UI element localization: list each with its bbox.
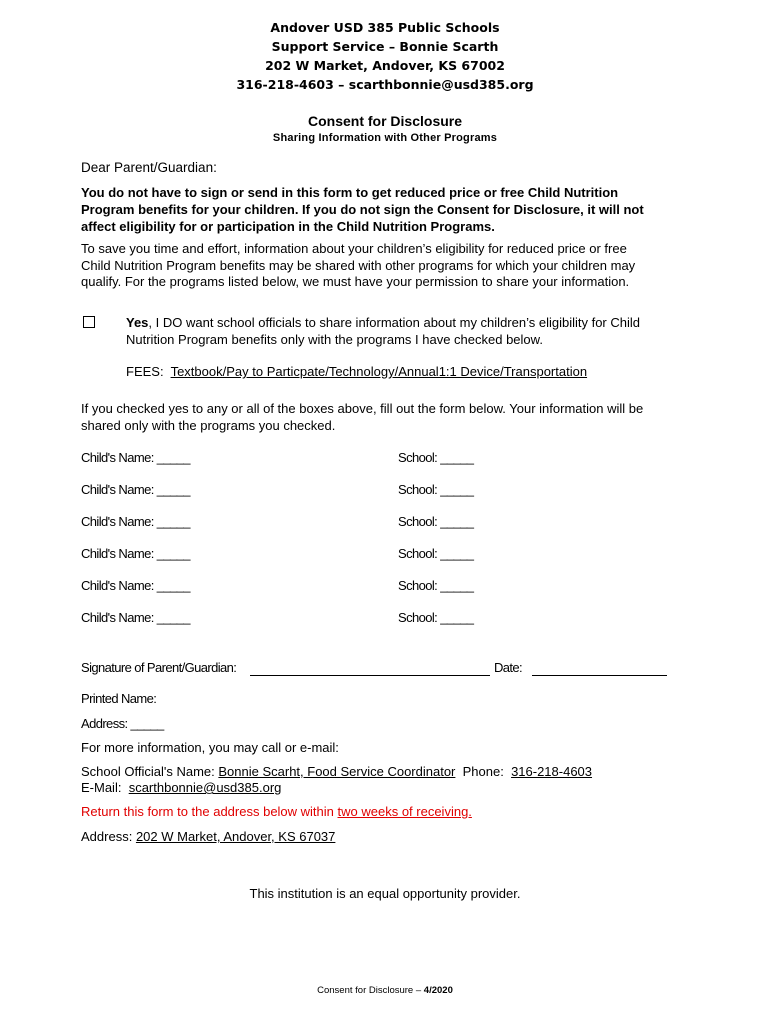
child-name-field[interactable]: Child's Name: _____	[81, 546, 190, 561]
email-link[interactable]: scarthbonnie@usd385.org	[128, 780, 282, 795]
footer-date: 4/2020	[423, 985, 453, 996]
child-name-field[interactable]: Child's Name: _____	[81, 514, 190, 529]
contact-intro: For more information, you may call or e-mail:	[81, 740, 339, 755]
return-address-value: 202 W Market, Andover, KS 67037	[135, 829, 336, 844]
footer-text: Consent for Disclosure –	[317, 985, 424, 996]
notice-paragraph	[81, 184, 644, 235]
official-phone[interactable]: 316-218-4603	[511, 764, 593, 779]
phone-label: Phone:	[462, 764, 504, 779]
instructions-line: If you checked yes to any or all of the boxes above, fill out the form below. Your information will be	[81, 401, 644, 416]
email-line	[81, 780, 281, 797]
district-name: Andover USD 385 Public Schools	[270, 20, 500, 35]
email-label: E-Mail:	[81, 780, 122, 795]
intro-paragraph	[81, 241, 635, 291]
notice-line: You do not have to sign or send in this form to get reduced price or free Child Nutrition	[81, 185, 619, 200]
page-subtitle: Sharing Information with Other Programs	[272, 132, 498, 144]
consent-checkbox[interactable]	[83, 316, 95, 328]
notice-line: Program benefits for your children. If you do not sign the Consent for Disclosure, it will not	[81, 202, 644, 217]
intro-line: qualify. For the programs listed below, we must have your permission to share your information.	[81, 274, 630, 289]
intro-line: To save you time and effort, information about your children’s eligibility for reduced price or free	[81, 241, 627, 256]
child-name-field[interactable]: Child's Name: _____	[81, 450, 190, 465]
greeting: Dear Parent/Guardian:	[81, 160, 217, 175]
school-field[interactable]: School: _____	[398, 610, 474, 625]
equal-opportunity-statement: This institution is an equal opportunity provider.	[249, 886, 521, 901]
instructions-paragraph	[81, 401, 643, 434]
child-name-field[interactable]: Child's Name: _____	[81, 610, 190, 625]
consent-line-2: Nutrition Program benefits only with the programs I have checked below.	[126, 331, 543, 347]
return-address-label: Address:	[81, 829, 133, 844]
intro-line: Child Nutrition Program benefits may be shared with other programs for which your children may	[81, 257, 636, 273]
consent-yes: Yes	[126, 315, 149, 330]
district-phone-email: 316-218-4603 – scarthbonnie@usd385.org	[236, 77, 534, 92]
school-field[interactable]: School: _____	[398, 450, 474, 465]
page-title: Consent for Disclosure	[307, 113, 463, 129]
child-name-field[interactable]: Child's Name: _____	[81, 578, 190, 593]
fees-line	[126, 364, 587, 381]
signature-label: Signature of Parent/Guardian:	[81, 660, 237, 675]
page-footer	[0, 985, 770, 996]
official-line	[81, 764, 592, 781]
address-field[interactable]: Address: _____	[81, 716, 164, 731]
official-label: School Official's Name:	[81, 764, 215, 779]
printed-name-label[interactable]: Printed Name:	[81, 691, 157, 706]
school-field[interactable]: School: _____	[398, 578, 474, 593]
school-field[interactable]: School: _____	[398, 514, 474, 529]
fees-programs: Textbook/Pay to Particpate/Technology/Annual1:1 Device/Transportation	[170, 364, 588, 379]
child-name-field[interactable]: Child's Name: _____	[81, 482, 190, 497]
date-field[interactable]	[532, 661, 667, 676]
official-name: Bonnie Scarht, Food Service Coordinator	[218, 764, 456, 779]
school-field[interactable]: School: _____	[398, 546, 474, 561]
date-label: Date:	[494, 660, 523, 675]
notice-line: affect eligibility for or participation in the Child Nutrition Programs.	[81, 219, 495, 234]
support-contact: Support Service – Bonnie Scarth	[271, 39, 499, 54]
return-deadline: two weeks of receiving.	[337, 804, 472, 819]
district-address: 202 W Market, Andover, KS 67002	[265, 58, 505, 73]
consent-text	[126, 315, 640, 348]
consent-line-1: , I DO want school officials to share information about my children’s eligibility for Child	[148, 315, 640, 330]
signature-field[interactable]	[250, 661, 490, 676]
instructions-line: shared only with the programs you checked.	[81, 417, 336, 433]
return-notice	[81, 804, 472, 821]
fees-label: FEES:	[126, 364, 164, 379]
return-address	[81, 829, 335, 846]
school-field[interactable]: School: _____	[398, 482, 474, 497]
return-notice-text: Return this form to the address below within	[81, 804, 338, 819]
